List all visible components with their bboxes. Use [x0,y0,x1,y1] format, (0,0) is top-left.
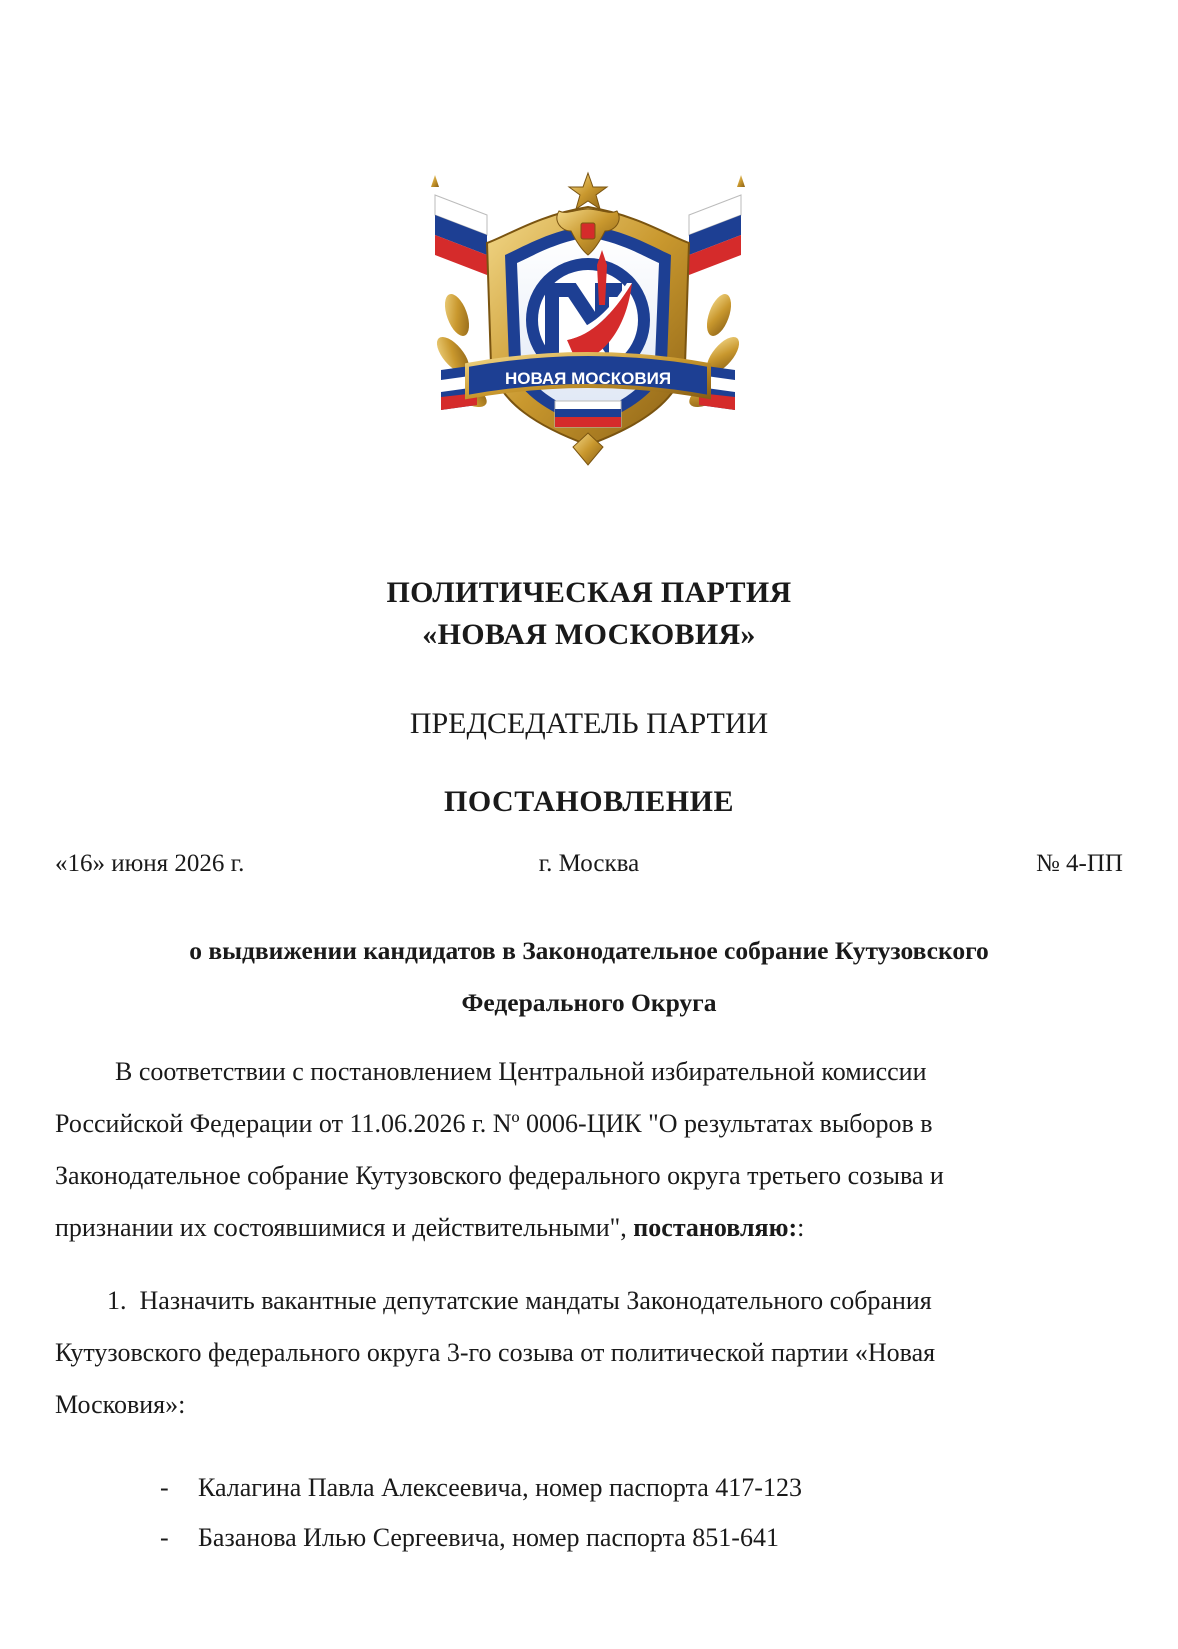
document-date: «16» июня 2026 г. [55,850,245,877]
item-1-number: 1. [107,1286,127,1315]
list-dash: - [160,1523,169,1552]
preamble-line2: Российской Федерации от 11.06.2026 г. Nº 0006-ЦИК "О результатах выборов в [55,1109,933,1138]
document-subject [0,925,1178,1029]
party-name-line2: «НОВАЯ МОСКОВИЯ» [422,618,756,651]
list-item [160,1513,802,1563]
list-dash: - [160,1473,169,1502]
emblem-banner-text: НОВАЯ МОСКОВИЯ [504,369,672,388]
party-emblem [427,165,749,475]
item-1-line2: Кутузовского федерального округа 3-го созыва от политической партии «Новая [55,1338,936,1367]
preamble-paragraph [55,1046,1135,1254]
party-emblem-graphic [427,165,749,475]
flag-left-icon [431,175,487,285]
list-item [160,1463,802,1513]
candidate-list [160,1463,802,1563]
resolve-word: постановляю: [633,1213,798,1242]
candidate-text: Калагина Павла Алексеевича, номер паспорта 417-123 [198,1473,802,1502]
party-name-line1: ПОЛИТИЧЕСКАЯ ПАРТИЯ [386,576,792,609]
preamble-line1: В соответствии с постановлением Центральной избирательной комиссии [115,1057,927,1086]
chairman-title: ПРЕДСЕДАТЕЛЬ ПАРТИИ [409,707,769,740]
document-type: ПОСТАНОВЛЕНИЕ [444,785,734,818]
item-1-paragraph [55,1275,1135,1431]
document-place: г. Москва [538,850,640,877]
subject-line2: Федерального Округа [461,988,717,1017]
resolve-tail: : [797,1213,805,1242]
preamble-line3: Законодательное собрание Кутузовского федерального округа третьего созыва и [55,1161,944,1190]
subject-line1: о выдвижении кандидатов в Законодательное собрание Кутузовского [189,936,989,965]
item-1-line1: Назначить вакантные депутатские мандаты Законодательного собрания [139,1286,932,1315]
document-number: № 4-ПП [1035,850,1123,877]
preamble-line4: признании их состоявшимися и действительными", [55,1213,634,1242]
flag-right-icon [689,175,745,285]
item-1-line3: Московия»: [55,1390,186,1419]
party-name [0,572,1178,656]
candidate-text: Базанова Илью Сергеевича, номер паспорта 851-641 [198,1523,779,1552]
